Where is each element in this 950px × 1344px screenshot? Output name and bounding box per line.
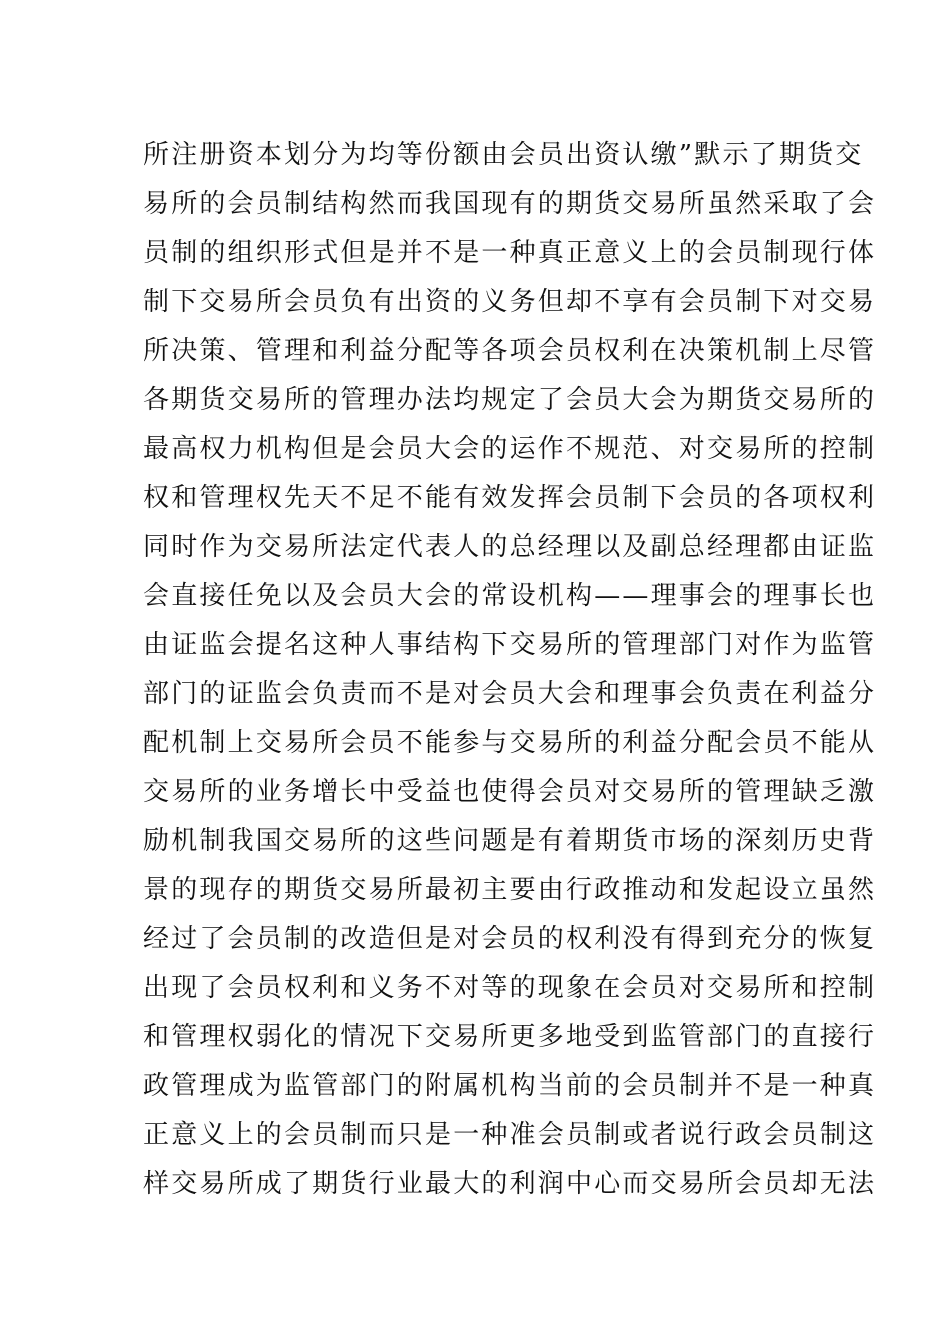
text-line: 员制的组织形式但是并不是一种真正意义上的会员制现行体 xyxy=(143,238,877,268)
text-line: 励机制我国交易所的这些问题是有着期货市场的深刻历史背 xyxy=(143,826,877,856)
text-line: 正意义上的会员制而只是一种准会员制或者说行政会员制这 xyxy=(143,1120,877,1150)
text-line: 经过了会员制的改造但是对会员的权利没有得到充分的恢复 xyxy=(143,924,877,954)
text-line: 政管理成为监管部门的附属机构当前的会员制并不是一种真 xyxy=(143,1071,877,1101)
text-line: 最高权力机构但是会员大会的运作不规范、对交易所的控制 xyxy=(143,434,877,464)
text-line: 同时作为交易所法定代表人的总经理以及副总经理都由证监 xyxy=(143,532,877,562)
text-line: 所决策、管理和利益分配等各项会员权利在决策机制上尽管 xyxy=(143,336,877,366)
text-line: 出现了会员权利和义务不对等的现象在会员对交易所和控制 xyxy=(143,973,877,1003)
text-line: 景的现存的期货交易所最初主要由行政推动和发起设立虽然 xyxy=(143,875,877,905)
text-line: 制下交易所会员负有出资的义务但却不享有会员制下对交易 xyxy=(143,287,877,317)
text-line: 权和管理权先天不足不能有效发挥会员制下会员的各项权利 xyxy=(143,483,877,513)
text-line: 各期货交易所的管理办法均规定了会员大会为期货交易所的 xyxy=(143,385,877,415)
text-line: 由证监会提名这种人事结构下交易所的管理部门对作为监管 xyxy=(143,630,877,660)
text-line: 易所的会员制结构然而我国现有的期货交易所虽然采取了会 xyxy=(143,189,877,219)
text-line: 配机制上交易所会员不能参与交易所的利益分配会员不能从 xyxy=(143,728,877,758)
text-line: 所注册资本划分为均等份额由会员出资认缴”默示了期货交 xyxy=(143,140,864,170)
text-line: 部门的证监会负责而不是对会员大会和理事会负责在利益分 xyxy=(143,679,877,709)
body-text xyxy=(143,131,877,1209)
text-line: 样交易所成了期货行业最大的利润中心而交易所会员却无法 xyxy=(143,1169,877,1199)
text-line: 会直接任免以及会员大会的常设机构——理事会的理事长也 xyxy=(143,581,877,611)
text-line: 和管理权弱化的情况下交易所更多地受到监管部门的直接行 xyxy=(143,1022,877,1052)
text-line: 交易所的业务增长中受益也使得会员对交易所的管理缺乏激 xyxy=(143,777,877,807)
